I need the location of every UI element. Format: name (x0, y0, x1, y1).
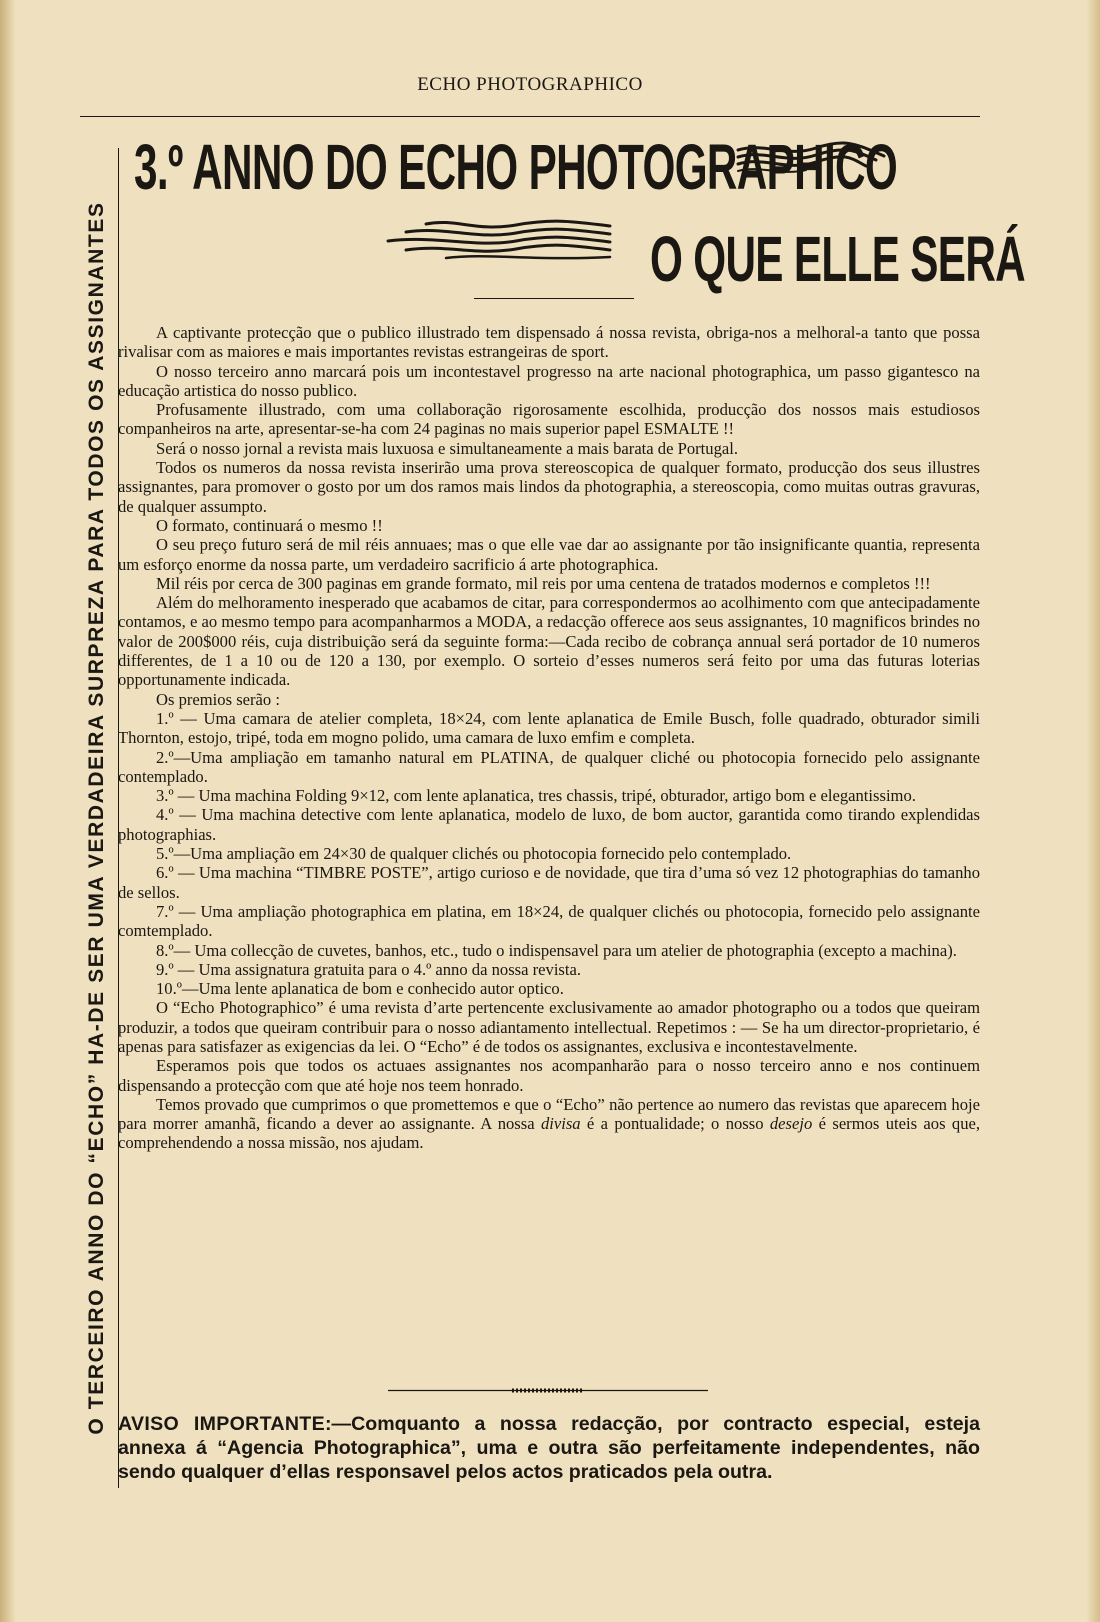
paragraph: Esperamos pois que todos os actuaes assignantes nos acompanharão para o nosso terceiro anno e nos continuem dispensando a protecção com que até hoje nos teem honrado. (118, 1056, 980, 1095)
text-run: é sermos uteis aos que, comprehendendo a nossa missão, nos ajudam. (118, 1114, 981, 1153)
text-run: Temos provado que cumprimos o que promettemos e que o “Echo” não pertence ao numero das revistas que aparecem hoje para morrer amanhã, ficando a dever ao assignante. A nossa (118, 1094, 980, 1134)
paragraph: O nosso terceiro anno marcará pois um incontestavel progresso na arte nacional photographica, um passo gigantesco na educação artistica do nosso publico. (118, 361, 980, 400)
article-body (118, 323, 980, 1153)
prize-item: 10.º—Uma lente aplanatica de bom e conhecido autor optico. (156, 979, 564, 999)
prize-item: 4.º — Uma machina detective com lente aplanatica, modelo de luxo, de bom auctor, garantida como tirando explendidas photographias. (118, 805, 980, 844)
prize-item: 1.º — Uma camara de atelier completa, 18×24, com lente aplanatica de Emile Busch, folle quadrado, obturador simili Thornton, estojo, tripé, toda em mogno polido, uma camara de luxo emfim e completa. (118, 708, 980, 748)
prize-item: 3.º — Uma machina Folding 9×12, com lente aplanatica, tres chassis, tripé, obturador, artigo bom e elegantissimo. (156, 786, 916, 806)
paragraph: Os premios serão : (156, 689, 280, 709)
header-rule (80, 116, 980, 117)
page-edge-right (1086, 0, 1100, 1622)
paragraph: Além do melhoramento inesperado que acabamos de citar, para correspondermos ao acolhimento com que antecipadamente contamos, e ao mesmo tempo para acompanharmos a MODA, a redacção offerece aos seus assignantes, 10 magnificos brindes no valor de 200$000 réis, cuja distribuição será da seguinte forma:—Cada recibo de cobrança annual será portador de 10 numeros differentes, de 1 a 10 ou de 120 a 130, por exemplo. O sorteio d’esses numeros será feito por uma das futuras loterias opportunamente indicada. (118, 593, 980, 690)
prize-item: 8.º— Uma collecção de cuvetes, banhos, etc., tudo o indispensavel para um atelier de photographia (excepto a machina). (156, 940, 957, 960)
flourish-left-ornament (386, 216, 612, 266)
paragraph: O seu preço futuro será de mil réis annuaes; mas o que elle vae dar ao assignante por tão insignificante quantia, representa um esforço enorme da nossa parte, um verdadeiro sacrificio á arte photographica. (118, 535, 980, 574)
side-banner-container (76, 148, 118, 1488)
important-notice (118, 1412, 980, 1484)
prize-item: 5.º—Uma ampliação em 24×30 de qualquer clichés ou photocopia fornecido pelo contemplado. (156, 844, 792, 864)
last-paragraph (118, 1095, 980, 1153)
emphasis-divisa: divisa (540, 1114, 581, 1134)
title-divider (474, 298, 634, 299)
paragraph: Será o nosso jornal a revista mais luxuosa e simultaneamente a mais barata de Portugal. (156, 438, 738, 458)
page-edge-left (0, 0, 16, 1622)
paragraph: Mil réis por cerca de 300 paginas em grande formato, mil reis por uma centena de tratados modernos e completos !!! (156, 573, 931, 593)
notice-text: :—Comquanto a nossa redacção, por contracto especial, esteja annexa á “Agencia Photographica”, uma e outra são perfeitamente independentes, não sendo qualquer d’ellas responsavel pelos actos praticados pela outra. (118, 1413, 980, 1483)
paragraph: Profusamente illustrado, com uma collaboração rigorosamente escolhida, producção dos nossos mais estudiosos companheiros na arte, apresentar-se-ha com 24 paginas no mais superior papel ESMALTE !! (118, 400, 980, 439)
text-run: é a pontualidade; o nosso (580, 1114, 770, 1134)
prize-item: 7.º — Uma ampliação photographica em platina, em 18×24, de qualquer clichés ou photocopia, fornecido pelo assignante comtemplado. (118, 901, 980, 941)
flourish-right-ornament (736, 140, 886, 180)
running-head: ECHO PHOTOGRAPHICO (417, 74, 643, 95)
headline-line-1: 3.º ANNO DO ECHO PHOTOGRAPHICO (134, 131, 898, 203)
prize-item: 9.º — Uma assignatura gratuita para o 4.º anno da nossa revista. (156, 959, 582, 979)
paragraph: Todos os numeros da nossa revista inserirão uma prova stereoscopica de qualquer formato, producção dos seus illustres assignantes, para promover o gosto por um dos ramos mais lindos da photographia, a stereoscopia, como muitas outras gravuras, de qualquer assumpto. (118, 458, 980, 516)
prize-item: 6.º — Uma machina “TIMBRE POSTE”, artigo curioso e de novidade, que tira d’uma só vez 12 photographias do tamanho de sellos. (118, 863, 980, 902)
headline-line-2: O QUE ELLE SERÁ (650, 223, 1026, 295)
emphasis-desejo: desejo (769, 1114, 813, 1134)
paragraph: O formato, continuará o mesmo !! (156, 515, 383, 535)
paragraph: O “Echo Photographico” é uma revista d’arte pertencente exclusivamente ao amador photographo ou a todos que queiram produzir, a todos que queiram contribuir para o nosso adiantamento intellectual. Repetimos : — Se ha um director-proprietario, é apenas para satisfazer as exigencias da lei. O “Echo” é de todos os assignantes, exclusiva e incontestavelmente. (118, 998, 980, 1056)
notice-heading: AVISO IMPORTANTE (118, 1413, 325, 1435)
side-banner: O TERCEIRO ANNO DO “ECHO” HA-DE SER UMA VERDADEIRA SURPREZA PARA TODOS OS ASSIGNANTES (85, 201, 108, 1435)
closing-divider (388, 1388, 708, 1393)
prize-item: 2.º—Uma ampliação em tamanho natural em PLATINA, de qualquer cliché ou photocopia fornecido pelo assignante contemplado. (118, 747, 980, 786)
paragraph: A captivante protecção que o publico illustrado tem dispensado á nossa revista, obriga-nos a melhoral-a tanto que possa rivalisar com as maiores e mais importantes revistas estrangeiras de sport. (118, 323, 980, 362)
